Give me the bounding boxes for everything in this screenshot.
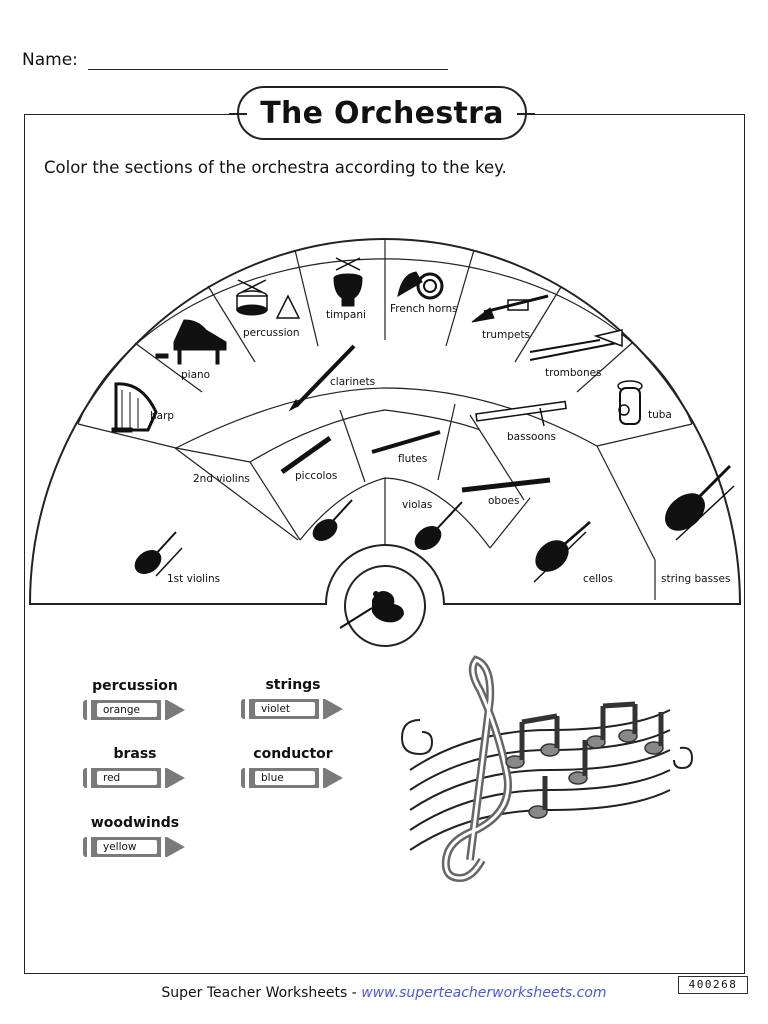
label-french-horns: French horns (390, 303, 458, 315)
key-label: brass (113, 746, 157, 762)
label-tuba: tuba (648, 409, 672, 421)
label-string-basses: string basses (661, 573, 731, 585)
label-harp: harp (150, 410, 175, 422)
worksheet-code: 400268 (678, 976, 748, 994)
label-oboes: oboes (488, 495, 520, 507)
key-strings (228, 677, 358, 719)
label-flutes: flutes (398, 453, 428, 465)
label-second-violins: 2nd violins (193, 473, 250, 485)
footer-link[interactable]: www.superteacherworksheets.com (361, 985, 607, 1001)
instructions: Color the sections of the orchestra according to the key. (44, 158, 507, 177)
label-violas: violas (402, 499, 433, 511)
label-trombones: trombones (545, 367, 602, 379)
crayon-icon (83, 837, 187, 857)
label-piano: piano (181, 369, 211, 381)
tuba-icon (618, 381, 642, 424)
key-label: strings (265, 677, 321, 693)
crayon-color-word: red (97, 771, 157, 785)
key-label: conductor (253, 746, 333, 762)
crayon-icon (241, 768, 345, 788)
key-woodwinds (70, 815, 200, 857)
label-first-violins: 1st violins (167, 573, 221, 585)
key-brass (70, 746, 200, 788)
name-label: Name: (22, 50, 78, 70)
label-timpani: timpani (326, 309, 366, 321)
label-clarinets: clarinets (330, 376, 376, 388)
crayon-color-word: yellow (97, 840, 157, 854)
key-percussion (70, 678, 200, 720)
label-piccolos: piccolos (295, 470, 338, 482)
key-label: percussion (92, 678, 178, 694)
key-label: woodwinds (90, 815, 180, 831)
title-text: The Orchestra (260, 95, 504, 131)
key-conductor (228, 746, 358, 788)
crayon-color-word: blue (255, 771, 315, 785)
label-trumpets: trumpets (482, 329, 531, 341)
footer-text: Super Teacher Worksheets - (161, 985, 362, 1001)
label-percussion: percussion (243, 327, 300, 339)
crayon-icon (83, 700, 187, 720)
music-notes-icon (402, 660, 692, 878)
crayon-color-word: orange (97, 703, 157, 717)
footer (0, 985, 768, 1001)
crayon-icon (241, 699, 345, 719)
crayon-icon (83, 768, 187, 788)
crayon-color-word: violet (255, 702, 315, 716)
label-cellos: cellos (583, 573, 613, 585)
label-bassoons: bassoons (507, 431, 557, 443)
